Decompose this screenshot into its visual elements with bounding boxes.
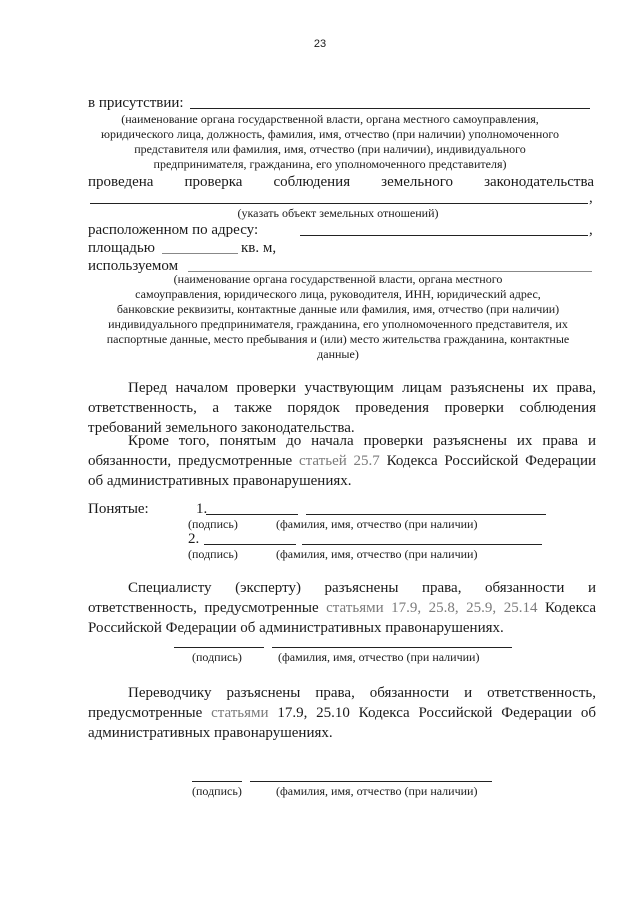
presence-caption-4: предпринимателя, гражданина, его уполномоченного представителя): [153, 157, 507, 171]
articles-translator-link[interactable]: статьями: [211, 705, 269, 721]
page-number: 23: [313, 38, 327, 50]
object-blank[interactable]: [90, 203, 588, 204]
used-by-label: используемом: [88, 258, 179, 274]
inspection-word-2: проверка: [184, 174, 243, 190]
paragraph-witnesses-text-end: Кодекса Российской Федерации об административных правонарушениях.: [88, 453, 596, 489]
article-25-7-link[interactable]: статьей 25.7: [299, 453, 380, 469]
used-by-caption-3: банковские реквизиты, контактные данные или фамилия, имя, отчество (при наличии): [116, 302, 560, 316]
witness-2-name-caption: (фамилия, имя, отчество (при наличии): [276, 547, 478, 561]
paragraph-translator: [88, 683, 596, 743]
presence-label: в присутствии:: [88, 95, 184, 111]
presence-caption-1: (наименование органа государственной власти, органа местного самоуправления,: [121, 112, 539, 126]
witness-number-1: 1.: [196, 501, 208, 517]
object-comma: ,: [589, 190, 593, 206]
used-by-caption-2: самоуправления, юридического лица, руководителя, ИНН, юридический адрес,: [135, 287, 541, 301]
used-by-caption-5: паспортные данные, место пребывания и (или) место жительства гражданина, контактные: [106, 332, 570, 346]
area-blank[interactable]: [162, 253, 238, 254]
paragraph-specialist-text-start: Специалисту (эксперту) разъяснены права, обязанности и ответственность, предусмотренные: [88, 580, 596, 616]
used-by-caption-6: данные): [317, 347, 359, 361]
presence-caption-3: представителя или фамилия, имя, отчество (при наличии), индивидуального: [134, 142, 526, 156]
inspection-word-1: проведена: [88, 174, 154, 190]
used-by-caption-1: (наименование органа государственной власти, органа местного: [173, 272, 503, 286]
object-caption: (указать объект земельных отношений): [237, 206, 439, 220]
paragraph-rights-text: Перед началом проверки участвующим лицам разъяснены их права, ответственность, а также порядок проведения проверки соблюдения требований земельного законодательства.: [88, 380, 596, 436]
translator-signature-caption: (подпись): [192, 784, 242, 798]
witness-1-name-blank[interactable]: [306, 514, 546, 515]
paragraph-specialist: [88, 578, 596, 638]
address-comma: ,: [589, 222, 593, 238]
address-blank[interactable]: [300, 235, 588, 236]
witness-1-name-caption: (фамилия, имя, отчество (при наличии): [276, 517, 478, 531]
paragraph-translator-text-start: Переводчику разъяснены права, обязанности и ответственность, предусмотренные: [88, 685, 596, 721]
used-by-caption-4: индивидуального предпринимателя, гражданина, его уполномоченного представителя, их: [108, 317, 568, 331]
area-unit: кв. м,: [241, 240, 277, 256]
inspection-word-3: соблюдения: [273, 174, 351, 190]
witness-2-signature-blank[interactable]: [204, 544, 296, 545]
specialist-signature-blank[interactable]: [174, 647, 264, 648]
specialist-signature-caption: (подпись): [192, 650, 242, 664]
witness-2-name-blank[interactable]: [302, 544, 542, 545]
paragraph-translator-text-end: 17.9, 25.10 Кодекса Российской Федерации об административных правонарушениях.: [88, 705, 596, 741]
specialist-name-blank[interactable]: [272, 647, 512, 648]
witness-1-signature-caption: (подпись): [188, 517, 238, 531]
articles-specialist-link[interactable]: статьями 17.9, 25.8, 25.9, 25.14: [326, 600, 538, 616]
witness-1-signature-blank[interactable]: [206, 514, 298, 515]
witness-2-signature-caption: (подпись): [188, 547, 238, 561]
address-label: расположенном по адресу:: [88, 222, 259, 238]
translator-signature-blank[interactable]: [192, 781, 242, 782]
witness-number-2: 2.: [188, 531, 200, 547]
paragraph-specialist-text-end: Кодекса Российской Федерации об административных правонарушениях.: [88, 600, 596, 636]
inspection-word-5: законодательства: [484, 174, 594, 190]
translator-name-caption: (фамилия, имя, отчество (при наличии): [276, 784, 478, 798]
paragraph-witnesses: [88, 431, 596, 491]
translator-name-blank[interactable]: [250, 781, 492, 782]
specialist-name-caption: (фамилия, имя, отчество (при наличии): [278, 650, 480, 664]
paragraph-rights: [88, 378, 596, 438]
presence-blank[interactable]: [190, 108, 590, 109]
area-label: площадью: [88, 240, 155, 256]
witnesses-label: Понятые:: [88, 501, 149, 517]
presence-caption-2: юридического лица, должность, фамилия, имя, отчество (при наличии) уполномоченного: [101, 127, 559, 141]
inspection-word-4: земельного: [381, 174, 454, 190]
paragraph-witnesses-text-start: Кроме того, понятым до начала проверки разъяснены их права и обязанности, предусмотренные: [88, 433, 596, 469]
inspection-line: [88, 174, 594, 191]
